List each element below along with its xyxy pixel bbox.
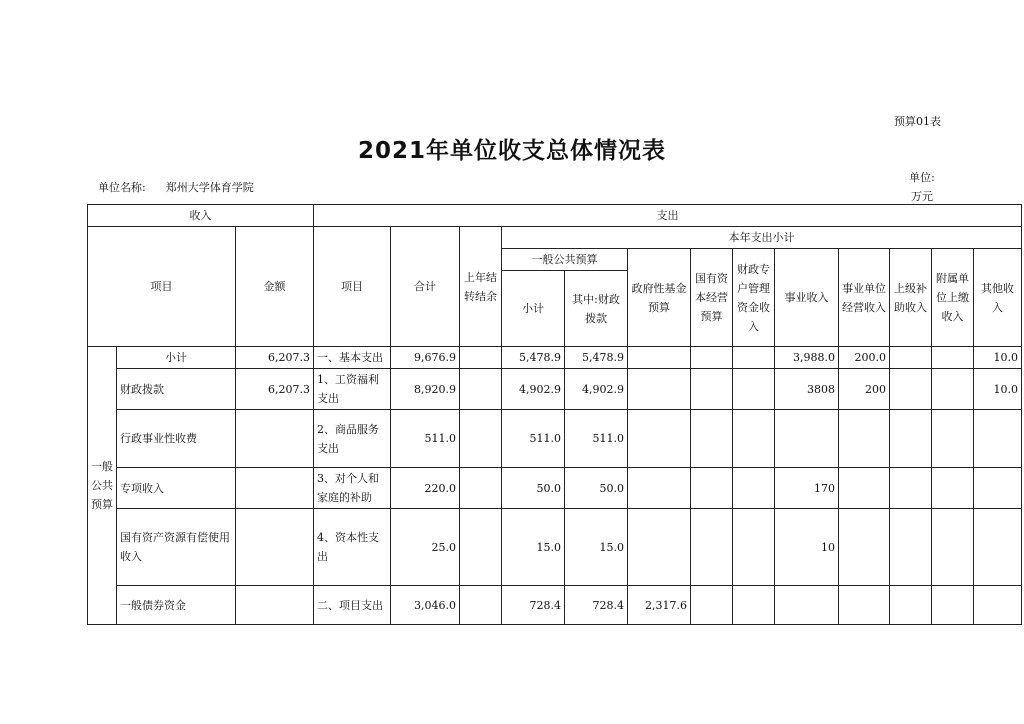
form-number: 预算01表 — [894, 115, 941, 128]
table-row — [88, 369, 1022, 410]
operating-income-header: 事业单位经营收入 — [839, 249, 890, 347]
gov-fund-cell — [628, 347, 691, 369]
other-income-header: 其他收入 — [974, 249, 1022, 347]
superior-subsidy-cell — [890, 586, 932, 625]
other-income-cell: 10.0 — [974, 369, 1022, 410]
unit-label: 单位: — [909, 171, 935, 184]
business-income-cell — [775, 410, 839, 468]
special-account-header: 财政专户管理资金收入 — [733, 249, 775, 347]
operating-income-cell — [839, 586, 890, 625]
business-income-cell — [775, 586, 839, 625]
operating-income-cell: 200 — [839, 369, 890, 410]
special-account-cell — [733, 369, 775, 410]
state-capital-cell — [691, 468, 733, 509]
operating-income-cell — [839, 468, 890, 509]
general-subtotal-cell: 728.4 — [502, 586, 565, 625]
income-item-cell: 财政拨款 — [117, 369, 236, 410]
carryover-cell — [460, 586, 502, 625]
gov-fund-cell — [628, 509, 691, 586]
superior-subsidy-cell — [890, 369, 932, 410]
fiscal-cell: 511.0 — [565, 410, 628, 468]
state-capital-cell — [691, 410, 733, 468]
carryover-cell — [460, 468, 502, 509]
fiscal-cell: 5,478.9 — [565, 347, 628, 369]
gov-fund-header: 政府性基金预算 — [628, 249, 691, 347]
gov-fund-cell — [628, 410, 691, 468]
amount-cell — [236, 468, 314, 509]
business-income-cell: 3808 — [775, 369, 839, 410]
general-subtotal-cell: 5,478.9 — [502, 347, 565, 369]
general-subtotal-header: 小计 — [502, 271, 565, 347]
unit-name-value: 郑州大学体育学院 — [165, 181, 254, 194]
table-row — [88, 410, 1022, 468]
currency-unit — [905, 168, 939, 206]
general-subtotal-cell: 15.0 — [502, 509, 565, 586]
state-capital-cell — [691, 586, 733, 625]
amount-cell: 6,207.3 — [236, 369, 314, 410]
business-income-cell: 170 — [775, 468, 839, 509]
total-cell: 8,920.9 — [391, 369, 460, 410]
affiliated-income-header: 附属单位上缴收入 — [932, 249, 974, 347]
table-row — [88, 468, 1022, 509]
total-cell: 511.0 — [391, 410, 460, 468]
table-row — [88, 509, 1022, 586]
expense-header: 支出 — [314, 205, 1022, 227]
expense-item-cell: 一、基本支出 — [314, 347, 391, 369]
affiliated-income-cell — [932, 410, 974, 468]
other-income-cell — [974, 586, 1022, 625]
unit-value: 万元 — [911, 190, 933, 203]
other-income-cell: 10.0 — [974, 347, 1022, 369]
general-subtotal-cell: 511.0 — [502, 410, 565, 468]
budget-table — [87, 204, 1022, 625]
carryover-header: 上年结转结余 — [460, 227, 502, 347]
business-income-cell: 3,988.0 — [775, 347, 839, 369]
unit-name-label: 单位名称: — [98, 181, 146, 194]
affiliated-income-cell — [932, 509, 974, 586]
gov-fund-cell — [628, 369, 691, 410]
total-header: 合计 — [391, 227, 460, 347]
superior-subsidy-cell — [890, 509, 932, 586]
state-capital-header: 国有资本经营预算 — [691, 249, 733, 347]
expense-item-cell: 4、资本性支出 — [314, 509, 391, 586]
expense-item-cell: 二、项目支出 — [314, 586, 391, 625]
state-capital-cell — [691, 509, 733, 586]
total-cell: 25.0 — [391, 509, 460, 586]
expense-item-cell: 1、工资福利支出 — [314, 369, 391, 410]
other-income-cell — [974, 468, 1022, 509]
superior-subsidy-cell — [890, 347, 932, 369]
unit-name-line — [98, 179, 254, 195]
gov-fund-cell: 2,317.6 — [628, 586, 691, 625]
current-year-subtotal-header: 本年支出小计 — [502, 227, 1022, 249]
operating-income-cell — [839, 410, 890, 468]
gov-fund-cell — [628, 468, 691, 509]
superior-subsidy-header: 上级补助收入 — [890, 249, 932, 347]
total-cell: 220.0 — [391, 468, 460, 509]
business-income-cell: 10 — [775, 509, 839, 586]
amount-header: 金额 — [236, 227, 314, 347]
amount-cell — [236, 509, 314, 586]
income-item-header: 项目 — [88, 227, 236, 347]
table-row — [88, 347, 1022, 369]
amount-cell — [236, 586, 314, 625]
carryover-cell — [460, 369, 502, 410]
affiliated-income-cell — [932, 347, 974, 369]
expense-item-cell: 3、对个人和家庭的补助 — [314, 468, 391, 509]
superior-subsidy-cell — [890, 410, 932, 468]
total-cell: 3,046.0 — [391, 586, 460, 625]
fiscal-cell: 728.4 — [565, 586, 628, 625]
operating-income-cell — [839, 509, 890, 586]
general-budget-header: 一般公共预算 — [502, 249, 628, 271]
affiliated-income-cell — [932, 586, 974, 625]
fiscal-cell: 4,902.9 — [565, 369, 628, 410]
income-item-cell: 国有资产资源有偿使用收入 — [117, 509, 236, 586]
table-row — [88, 586, 1022, 625]
other-income-cell — [974, 410, 1022, 468]
business-income-header: 事业收入 — [775, 249, 839, 347]
general-subtotal-cell: 4,902.9 — [502, 369, 565, 410]
special-account-cell — [733, 509, 775, 586]
special-account-cell — [733, 468, 775, 509]
fiscal-cell: 15.0 — [565, 509, 628, 586]
income-item-cell: 一般债券资金 — [117, 586, 236, 625]
total-cell: 9,676.9 — [391, 347, 460, 369]
income-item-cell: 行政事业性收费 — [117, 410, 236, 468]
state-capital-cell — [691, 369, 733, 410]
expense-item-cell: 2、商品服务支出 — [314, 410, 391, 468]
other-income-cell — [974, 509, 1022, 586]
operating-income-cell: 200.0 — [839, 347, 890, 369]
superior-subsidy-cell — [890, 468, 932, 509]
amount-cell: 6,207.3 — [236, 347, 314, 369]
general-subtotal-cell: 50.0 — [502, 468, 565, 509]
special-account-cell — [733, 347, 775, 369]
affiliated-income-cell — [932, 468, 974, 509]
state-capital-cell — [691, 347, 733, 369]
special-account-cell — [733, 586, 775, 625]
carryover-cell — [460, 509, 502, 586]
general-budget-group-label: 一般公共预算 — [88, 347, 117, 625]
affiliated-income-cell — [932, 369, 974, 410]
carryover-cell — [460, 410, 502, 468]
fiscal-appropriation-header: 其中:财政拨款 — [565, 271, 628, 347]
special-account-cell — [733, 410, 775, 468]
income-header: 收入 — [88, 205, 314, 227]
carryover-cell — [460, 347, 502, 369]
page-title: 2021年单位收支总体情况表 — [357, 138, 666, 164]
expense-item-header: 项目 — [314, 227, 391, 347]
income-item-cell: 小计 — [117, 347, 236, 369]
fiscal-cell: 50.0 — [565, 468, 628, 509]
income-item-cell: 专项收入 — [117, 468, 236, 509]
amount-cell — [236, 410, 314, 468]
